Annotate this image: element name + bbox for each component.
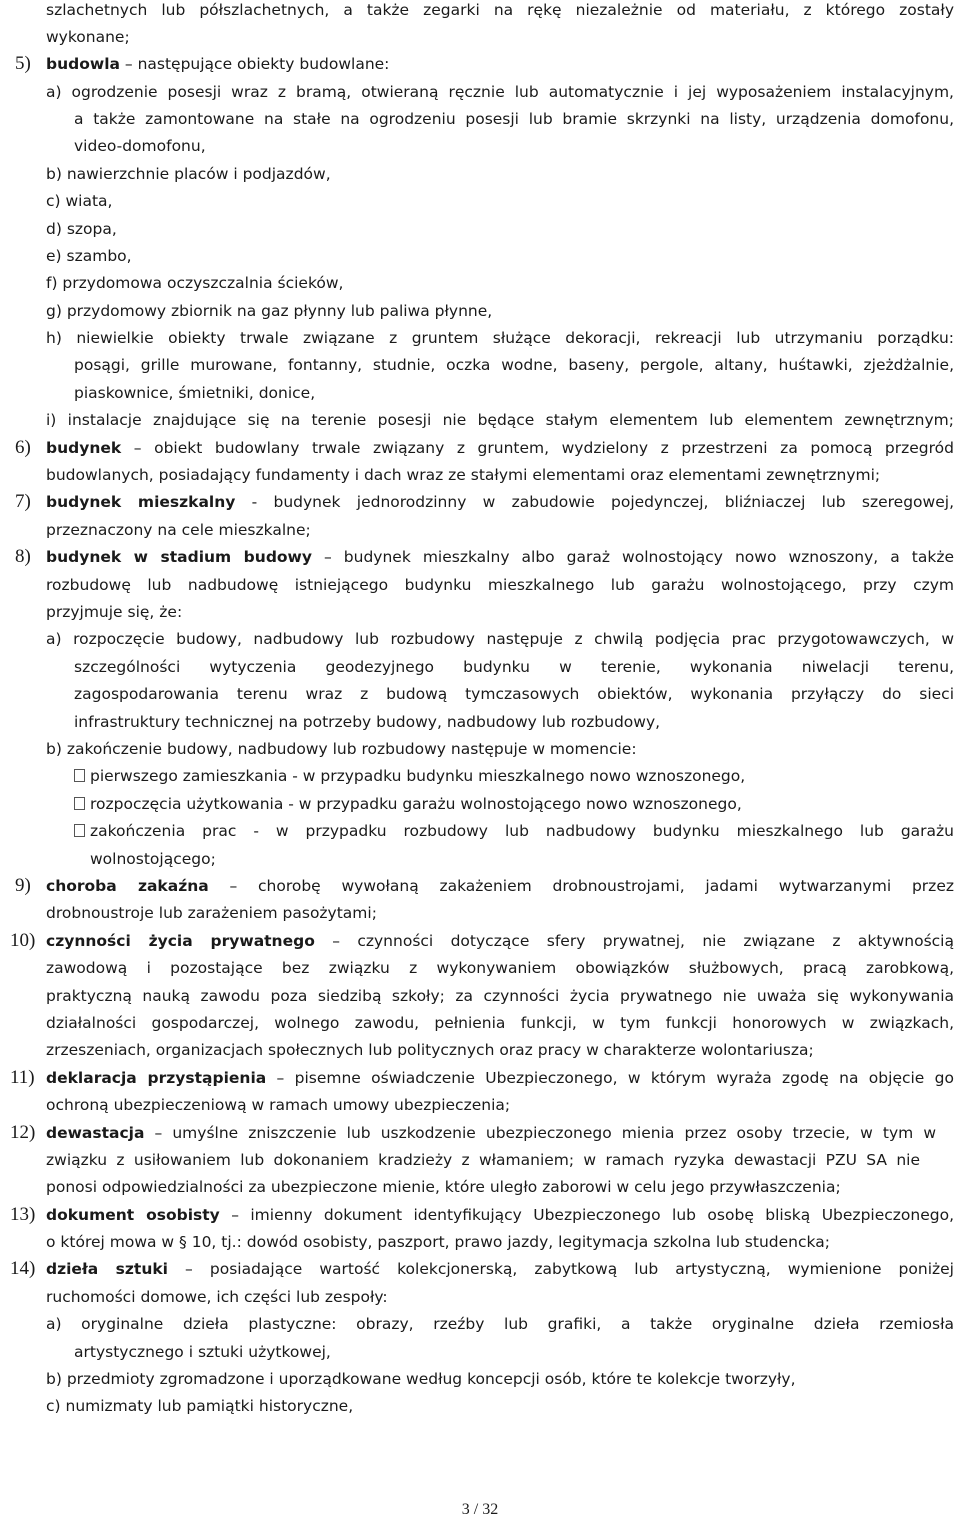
text-line: szczególności wytyczenia geodezyjnego budynku w terenie, wykonania niwelacji terenu,: [74, 658, 954, 676]
definition-text: – pisemne oświadczenie Ubezpieczonego, w którym wyraża zgodę na objęcie go: [266, 1069, 954, 1087]
term: dewastacja: [46, 1124, 145, 1142]
term: budynek mieszkalny: [46, 493, 236, 511]
text-line: zawodową i pozostające bez związku z wykonywaniem obowiązków służbowych, pracą zarobkową,: [46, 959, 954, 977]
text-line: d) szopa,: [46, 220, 117, 238]
text-line: c) wiata,: [46, 192, 113, 210]
text-line: artystycznego i sztuki użytkowej,: [74, 1343, 331, 1361]
definition-text: – obiekt budowlany trwale związany z gruntem, wydzielony z przestrzeni za pomocą przegród: [121, 439, 954, 457]
text-line: b) zakończenie budowy, nadbudowy lub rozbudowy następuje w momencie:: [46, 740, 637, 758]
item-number: 12): [10, 1122, 36, 1143]
text-line: o której mowa w § 10, tj.: dowód osobisty, paszport, prawo jazdy, legitymacja szkolna lub studencka;: [46, 1233, 830, 1251]
definition-text: – chorobę wywołaną zakażeniem drobnoustrojami, jadami wytwarzanymi przez: [208, 877, 954, 895]
term: dzieła sztuki: [46, 1260, 168, 1278]
text-line: video-domofonu,: [74, 137, 206, 155]
term: budynek: [46, 439, 122, 457]
definition-heading: [46, 1123, 936, 1143]
term: dokument osobisty: [46, 1206, 220, 1224]
text-line: i) instalacje znajdujące się na terenie posesji nie będące stałym elementem lub elementem zewnętrznym;: [46, 411, 954, 429]
definition-text: – czynności dotyczące sfery prywatnej, nie związane z aktywnością: [314, 932, 954, 950]
page-number: 3 / 32: [461, 1501, 499, 1518]
definition-heading: [46, 438, 954, 458]
term: budynek w stadium budowy: [46, 548, 312, 566]
definition-text: – budynek mieszkalny albo garaż wolnostojący nowo wznoszony, a także: [311, 548, 954, 566]
text-line: c) numizmaty lub pamiątki historyczne,: [46, 1397, 354, 1415]
text-line: praktyczną nauką zawodu poza siedzibą szkoły; za czynności życia prywatnego nie uważa się wykonywania: [46, 987, 954, 1005]
text-line: budowlanych, posiadający fundamenty i dach wraz ze stałymi elementami oraz elementami zewnętrznymi;: [46, 466, 881, 484]
text-line: zrzeszeniach, organizacjach społecznych lub politycznych oraz pracy w charakterze wolontariusza;: [46, 1041, 814, 1059]
text-line: infrastruktury technicznej na potrzeby budowy, nadbudowy lub rozbudowy,: [74, 713, 661, 731]
definition-text: - budynek jednorodzinny w zabudowie pojedynczej, bliźniaczej lub szeregowej,: [235, 493, 954, 511]
definition-text: – imienny dokument identyfikujący Ubezpieczonego lub osobę bliską Ubezpieczonego,: [219, 1206, 954, 1224]
text-line: rozbudowę lub nadbudowę istniejącego budynku mieszkalnego lub garażu wolnostojącego, przy czym: [46, 576, 954, 594]
definition-heading: [46, 931, 954, 951]
text-line: drobnoustroje lub zarażeniem pasożytami;: [46, 904, 377, 922]
text-line: działalności gospodarczej, wolnego zawodu, pełnienia funkcji, w tym funkcji honorowych w związkach,: [46, 1014, 954, 1032]
definition-heading: [46, 1068, 954, 1088]
text-line: g) przydomowy zbiornik na gaz płynny lub paliwa płynne,: [46, 302, 493, 320]
text-line: a) oryginalne dzieła plastyczne: obrazy, rzeźby lub grafiki, a także oryginalne dzieła rzemiosła: [46, 1315, 954, 1333]
item-number: 8): [15, 546, 31, 567]
text-line: h) niewielkie obiekty trwale związane z gruntem służące dekoracji, rekreacji lub utrzymaniu porządku:: [46, 329, 954, 347]
item-number: 10): [10, 930, 36, 951]
definition-text: – następujące obiekty budowlane:: [119, 55, 390, 73]
text-line: ponosi odpowiedzialności za ubezpieczone mienie, które uległo zaborowi w celu jego przywłaszczenia;: [46, 1178, 841, 1196]
term: budowla: [46, 55, 120, 73]
bullet-square-icon: [74, 769, 85, 782]
text-line: piaskownice, śmietniki, donice,: [74, 384, 316, 402]
item-number: 9): [15, 875, 31, 896]
item-number: 13): [10, 1204, 36, 1225]
text-line: przyjmuje się, że:: [46, 603, 183, 621]
text-line: a) ogrodzenie posesji wraz z bramą, otwieraną ręcznie lub automatycznie i jej wyposażeniem instalacyjnym,: [46, 83, 954, 101]
text-line: ochroną ubezpieczeniową w ramach umowy ubezpieczenia;: [46, 1096, 511, 1114]
text-line: a) rozpoczęcie budowy, nadbudowy lub rozbudowy następuje z chwilą podjęcia prac przygotowawczych, w: [46, 630, 954, 648]
bullet-text: zakończenia prac - w przypadku rozbudowy lub nadbudowy budynku mieszkalnego lub garażu: [90, 822, 954, 840]
term: choroba zakaźna: [46, 877, 209, 895]
text-line: f) przydomowa oczyszczalnia ścieków,: [46, 274, 344, 292]
text-line: e) szambo,: [46, 247, 132, 265]
bullet-text: rozpoczęcia użytkowania - w przypadku garażu wolnostojącego nowo wznoszonego,: [90, 795, 742, 813]
definition-heading: [46, 876, 954, 896]
definition-heading: [46, 1205, 954, 1225]
definition-text: – umyślne zniszczenie lub uszkodzenie ubezpieczonego mienia przez osoby trzecie, w tym w: [144, 1124, 936, 1142]
text-line: szlachetnych lub półszlachetnych, a także zegarki na rękę niezależnie od materiału, z którego zostały: [46, 1, 954, 19]
bullet-item: [74, 821, 954, 841]
text-line: b) przedmioty zgromadzone i uporządkowane według koncepcji osób, które te kolekcje tworzyły,: [46, 1370, 796, 1388]
bullet-square-icon: [74, 797, 85, 810]
text-line: przeznaczony na cele mieszkalne;: [46, 521, 311, 539]
definition-heading: [46, 492, 954, 512]
definition-heading: [46, 54, 389, 74]
bullet-text: pierwszego zamieszkania - w przypadku budynku mieszkalnego nowo wznoszonego,: [90, 767, 746, 785]
item-number: 5): [15, 53, 31, 74]
text-line: wolnostojącego;: [90, 850, 216, 868]
term: czynności życia prywatnego: [46, 932, 315, 950]
item-number: 14): [10, 1258, 36, 1279]
text-line: wykonane;: [46, 28, 130, 46]
text-line: ruchomości domowe, ich części lub zespoły:: [46, 1288, 388, 1306]
term: deklaracja przystąpienia: [46, 1069, 267, 1087]
text-line: zagospodarowania terenu wraz z budową tymczasowych obiektów, wykonania przyłączy do sieci: [74, 685, 954, 703]
item-number: 6): [15, 437, 31, 458]
definition-text: – posiadające wartość kolekcjonerską, zabytkową lub artystyczną, wymienione poniżej: [168, 1260, 954, 1278]
bullet-item: [74, 766, 745, 786]
definition-heading: [46, 547, 954, 567]
definition-heading: [46, 1259, 954, 1279]
text-line: a także zamontowane na stałe na ogrodzeniu posesji lub bramie skrzynki na listy, urządzenia domofonu,: [74, 110, 954, 128]
item-number: 11): [10, 1067, 35, 1088]
text-line: związku z usiłowaniem lub dokonaniem kradzieży z włamaniem; w ramach ryzyka dewastacji PZU SA nie: [46, 1151, 920, 1169]
bullet-square-icon: [74, 824, 85, 837]
text-line: posągi, grille murowane, fontanny, studnie, oczka wodne, baseny, pergole, altany, huśtawki, zjeżdżalnie,: [74, 356, 954, 374]
bullet-item: [74, 794, 742, 814]
item-number: 7): [15, 491, 31, 512]
text-line: b) nawierzchnie placów i podjazdów,: [46, 165, 331, 183]
